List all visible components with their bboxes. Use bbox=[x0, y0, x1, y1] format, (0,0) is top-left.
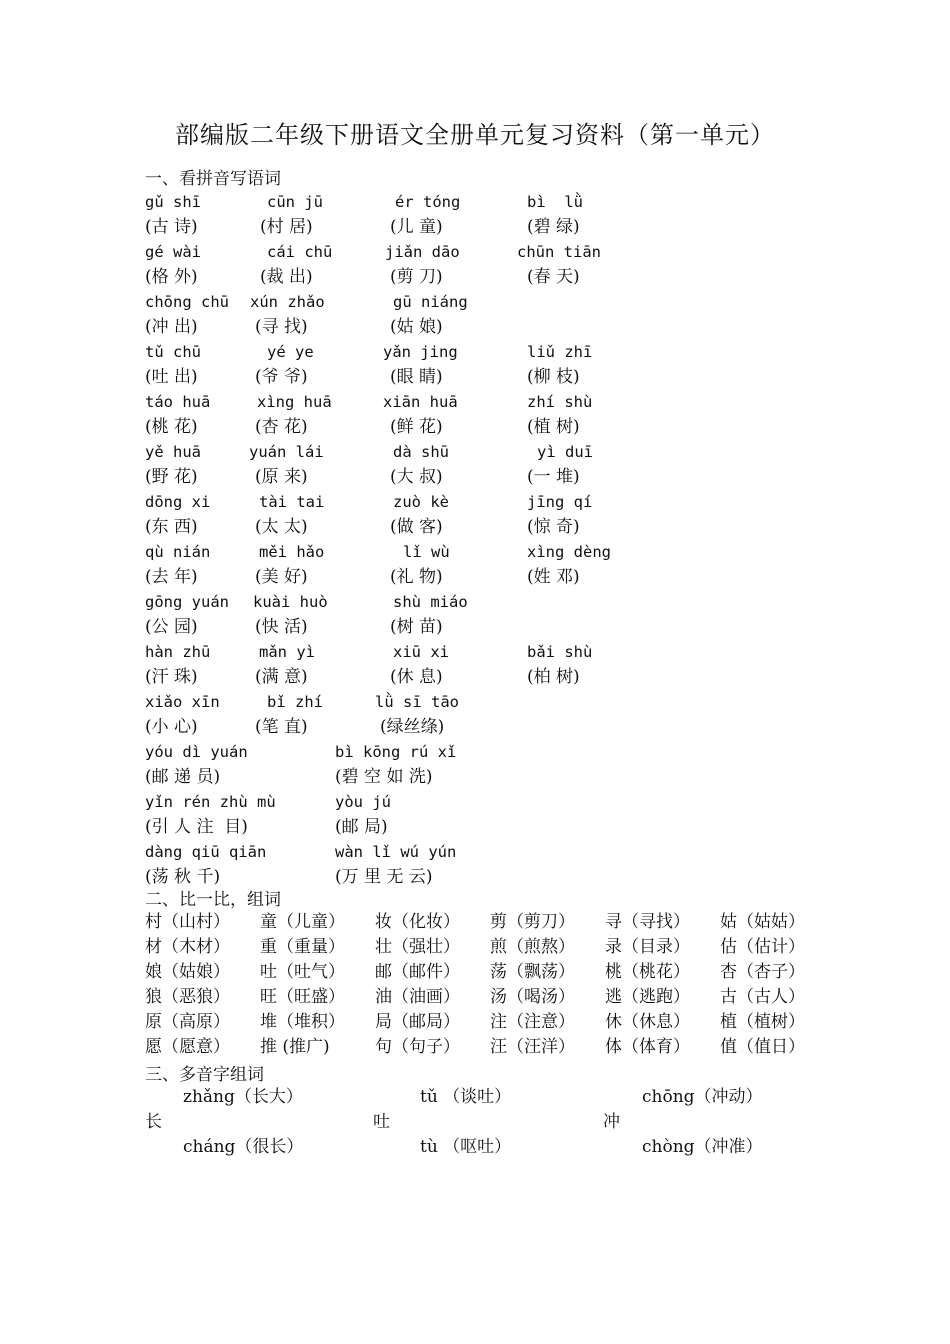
polyphone-reading-top: tǔ （谈吐） bbox=[420, 1087, 512, 1107]
document-title: 部编版二年级下册语文全册单元复习资料（第一单元） bbox=[175, 121, 775, 149]
pinyin-word: chūn tiān bbox=[517, 243, 601, 261]
pinyin-word: chōng chū bbox=[145, 293, 229, 311]
hanzi-word: (桃 花) bbox=[145, 417, 198, 437]
pinyin-word: yǎn jing bbox=[383, 343, 458, 361]
pinyin-word: xiān huā bbox=[383, 393, 458, 411]
hanzi-word: (礼 物) bbox=[390, 567, 443, 587]
hanzi-word: (引 人 注 目) bbox=[145, 817, 248, 837]
pinyin-word: zhí shù bbox=[527, 393, 593, 411]
polyphone-reading-bottom: cháng（很长） bbox=[183, 1137, 304, 1157]
pinyin-word: xìng huā bbox=[257, 393, 332, 411]
pinyin-word: kuài huò bbox=[253, 593, 328, 611]
pinyin-word: jīng qí bbox=[527, 493, 593, 511]
hanzi-word: (快 活) bbox=[255, 617, 308, 637]
pinyin-word: táo huā bbox=[145, 393, 211, 411]
pinyin-word: yuán lái bbox=[249, 443, 324, 461]
hanzi-word: (剪 刀) bbox=[390, 267, 443, 287]
hanzi-word: (万 里 无 云) bbox=[335, 867, 433, 887]
compare-word: 妆（化妆） bbox=[375, 912, 460, 932]
compare-word: 原（高原） bbox=[145, 1012, 230, 1032]
compare-word: 体（体育） bbox=[605, 1037, 690, 1057]
compare-word: 推 (推广) bbox=[260, 1037, 330, 1057]
section-heading-2: 二、比一比，组词 bbox=[145, 890, 281, 910]
pinyin-word: zuò kè bbox=[393, 493, 449, 511]
compare-word: 油（油画） bbox=[375, 987, 460, 1007]
polyphone-reading-bottom: chòng（冲准） bbox=[642, 1137, 763, 1157]
pinyin-word: tài tai bbox=[259, 493, 325, 511]
hanzi-word: (鲜 花) bbox=[390, 417, 443, 437]
hanzi-word: (惊 奇) bbox=[527, 517, 580, 537]
compare-word: 逃（逃跑） bbox=[605, 987, 690, 1007]
pinyin-word: yóu dì yuán bbox=[145, 743, 248, 761]
hanzi-word: (邮 递 员) bbox=[145, 767, 221, 787]
hanzi-word: (眼 睛) bbox=[390, 367, 443, 387]
hanzi-word: (荡 秋 千) bbox=[145, 867, 221, 887]
hanzi-word: (东 西) bbox=[145, 517, 198, 537]
pinyin-word: yǐn rén zhù mù bbox=[145, 793, 276, 811]
compare-word: 汤（喝汤） bbox=[490, 987, 575, 1007]
hanzi-word: (杏 花) bbox=[255, 417, 308, 437]
compare-word: 古（古人） bbox=[720, 987, 805, 1007]
compare-word: 煎（煎熬） bbox=[490, 937, 575, 957]
compare-word: 姑（姑姑） bbox=[720, 912, 805, 932]
pinyin-word: dōng xi bbox=[145, 493, 211, 511]
polyphone-char: 冲 bbox=[603, 1112, 620, 1132]
pinyin-word: yòu jú bbox=[335, 793, 391, 811]
pinyin-word: xún zhǎo bbox=[250, 293, 325, 311]
pinyin-word: xiū xi bbox=[393, 643, 449, 661]
hanzi-word: (裁 出) bbox=[260, 267, 313, 287]
section-heading-3: 三、多音字组词 bbox=[145, 1065, 264, 1085]
pinyin-word: dàng qiū qiān bbox=[145, 843, 267, 861]
compare-word: 荡（飘荡） bbox=[490, 962, 575, 982]
compare-word: 村（山村） bbox=[145, 912, 230, 932]
pinyin-word: qù nián bbox=[145, 543, 211, 561]
hanzi-word: (碧 空 如 洗) bbox=[335, 767, 433, 787]
pinyin-word: jiǎn dāo bbox=[385, 243, 460, 261]
compare-word: 录（目录） bbox=[605, 937, 690, 957]
compare-word: 桃（桃花） bbox=[605, 962, 690, 982]
hanzi-word: (姑 娘) bbox=[390, 317, 443, 337]
pinyin-word: liǔ zhī bbox=[527, 343, 593, 361]
compare-word: 堆（堆积） bbox=[260, 1012, 345, 1032]
pinyin-word: dà shū bbox=[393, 443, 449, 461]
compare-word: 植（植树） bbox=[720, 1012, 805, 1032]
pinyin-word: gé wài bbox=[145, 243, 201, 261]
hanzi-word: (寻 找) bbox=[255, 317, 308, 337]
hanzi-word: (美 好) bbox=[255, 567, 308, 587]
compare-word: 材（木材） bbox=[145, 937, 230, 957]
pinyin-word: shù miáo bbox=[393, 593, 468, 611]
hanzi-word: (绿丝绦) bbox=[380, 717, 445, 737]
hanzi-word: (原 来) bbox=[255, 467, 308, 487]
compare-word: 注（注意） bbox=[490, 1012, 575, 1032]
hanzi-word: (大 叔) bbox=[390, 467, 443, 487]
pinyin-word: lǜ sī tāo bbox=[375, 693, 459, 711]
compare-word: 愿（愿意） bbox=[145, 1037, 230, 1057]
pinyin-word: gōng yuán bbox=[145, 593, 229, 611]
pinyin-word: cūn jū bbox=[267, 193, 323, 211]
compare-word: 邮（邮件） bbox=[375, 962, 460, 982]
hanzi-word: (儿 童) bbox=[390, 217, 443, 237]
pinyin-word: bì kōng rú xǐ bbox=[335, 743, 457, 761]
pinyin-word: yì duī bbox=[537, 443, 593, 461]
pinyin-word: gǔ shī bbox=[145, 193, 201, 211]
hanzi-word: (去 年) bbox=[145, 567, 198, 587]
compare-word: 杏（杏子） bbox=[720, 962, 805, 982]
pinyin-word: ér tóng bbox=[395, 193, 461, 211]
polyphone-reading-top: chōng（冲动） bbox=[642, 1087, 763, 1107]
pinyin-word: cái chū bbox=[267, 243, 333, 261]
compare-word: 估（估计） bbox=[720, 937, 805, 957]
compare-word: 狼（恶狼） bbox=[145, 987, 230, 1007]
hanzi-word: (一 堆) bbox=[527, 467, 580, 487]
hanzi-word: (冲 出) bbox=[145, 317, 198, 337]
hanzi-word: (休 息) bbox=[390, 667, 443, 687]
pinyin-word: tǔ chū bbox=[145, 343, 201, 361]
compare-word: 汪（汪洋） bbox=[490, 1037, 575, 1057]
hanzi-word: (吐 出) bbox=[145, 367, 198, 387]
compare-word: 剪（剪刀） bbox=[490, 912, 575, 932]
hanzi-word: (柏 树) bbox=[527, 667, 580, 687]
section-heading-1: 一、看拼音写语词 bbox=[145, 169, 281, 189]
hanzi-word: (爷 爷) bbox=[255, 367, 308, 387]
hanzi-word: (碧 绿) bbox=[527, 217, 580, 237]
hanzi-word: (汗 珠) bbox=[145, 667, 198, 687]
pinyin-word: lǐ wù bbox=[403, 543, 450, 561]
pinyin-word: měi hǎo bbox=[259, 543, 325, 561]
polyphone-block bbox=[145, 1085, 845, 1165]
hanzi-word: (树 苗) bbox=[390, 617, 443, 637]
hanzi-word: (植 树) bbox=[527, 417, 580, 437]
compare-word: 句（句子） bbox=[375, 1037, 460, 1057]
compare-word: 休（休息） bbox=[605, 1012, 690, 1032]
compare-word: 旺（旺盛） bbox=[260, 987, 345, 1007]
polyphone-reading-top: zhǎng（长大） bbox=[183, 1087, 303, 1107]
pinyin-word: yě huā bbox=[145, 443, 201, 461]
polyphone-char: 长 bbox=[145, 1112, 162, 1132]
compare-word: 吐（吐气） bbox=[260, 962, 345, 982]
pinyin-word: bǎi shù bbox=[527, 643, 593, 661]
compare-word: 娘（姑娘） bbox=[145, 962, 230, 982]
hanzi-word: (柳 枝) bbox=[527, 367, 580, 387]
pinyin-word: bǐ zhí bbox=[267, 693, 323, 711]
hanzi-word: (格 外) bbox=[145, 267, 198, 287]
compare-word: 重（重量） bbox=[260, 937, 345, 957]
pinyin-word: mǎn yì bbox=[259, 643, 315, 661]
hanzi-word: (小 心) bbox=[145, 717, 198, 737]
hanzi-word: (做 客) bbox=[390, 517, 443, 537]
hanzi-word: (姓 邓) bbox=[527, 567, 580, 587]
hanzi-word: (满 意) bbox=[255, 667, 308, 687]
hanzi-word: (村 居) bbox=[260, 217, 313, 237]
hanzi-word: (春 天) bbox=[527, 267, 580, 287]
pinyin-word: xiǎo xīn bbox=[145, 693, 220, 711]
hanzi-word: (邮 局) bbox=[335, 817, 388, 837]
hanzi-word: (古 诗) bbox=[145, 217, 198, 237]
compare-word: 童（儿童） bbox=[260, 912, 345, 932]
hanzi-word: (公 园) bbox=[145, 617, 198, 637]
hanzi-word: (太 太) bbox=[255, 517, 308, 537]
pinyin-word: wàn lǐ wú yún bbox=[335, 843, 457, 861]
pinyin-word: xìng dèng bbox=[527, 543, 611, 561]
polyphone-char: 吐 bbox=[373, 1112, 390, 1132]
compare-word: 局（邮局） bbox=[375, 1012, 460, 1032]
pinyin-word: yé ye bbox=[267, 343, 314, 361]
hanzi-word: (野 花) bbox=[145, 467, 198, 487]
compare-word: 壮（强壮） bbox=[375, 937, 460, 957]
pinyin-word: bì lǜ bbox=[527, 193, 583, 211]
hanzi-word: (笔 直) bbox=[255, 717, 308, 737]
pinyin-word: gū niáng bbox=[393, 293, 468, 311]
pinyin-word: hàn zhū bbox=[145, 643, 211, 661]
compare-word: 值（值日） bbox=[720, 1037, 805, 1057]
polyphone-reading-bottom: tù （呕吐） bbox=[420, 1137, 512, 1157]
compare-word: 寻（寻找） bbox=[605, 912, 690, 932]
